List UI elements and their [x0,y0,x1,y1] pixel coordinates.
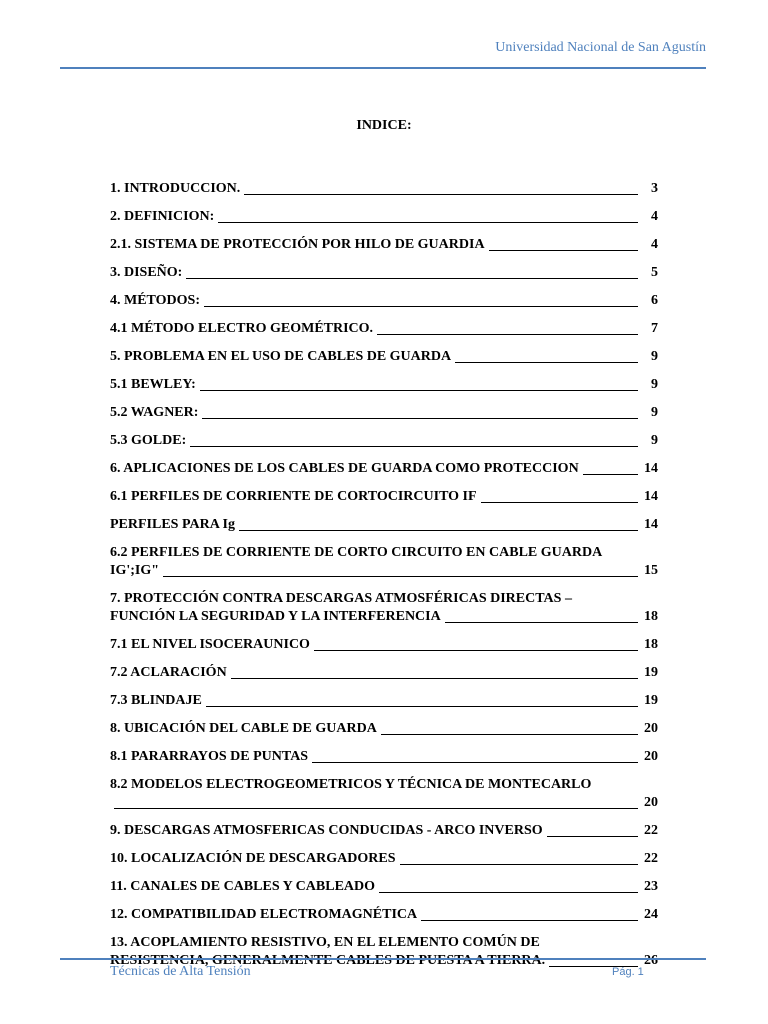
toc-entry-label: 11. CANALES DE CABLES Y CABLEADO [110,879,376,894]
toc-leader-line [163,576,638,577]
toc-page-number: 19 [644,665,658,680]
toc-entry-label: 13. ACOPLAMIENTO RESISTIVO, EN EL ELEMENTO COMÚN DE [110,935,540,950]
toc-leader-line [445,622,638,623]
toc-entry[interactable] [110,348,658,366]
toc-entry-label: 5. PROBLEMA EN EL USO DE CABLES DE GUARDA [110,349,452,364]
toc-entry[interactable] [110,664,658,682]
toc-entry[interactable] [110,822,658,840]
toc-page-number: 9 [651,405,658,420]
toc-page-number: 3 [651,181,658,196]
toc-page-number: 20 [644,721,658,736]
toc-entry-label: 2. DEFINICION: [110,209,215,224]
toc-leader-line [190,446,638,447]
toc-entry[interactable] [110,460,658,478]
toc-page-number: 20 [644,749,658,764]
toc-entry-label: 2.1. SISTEMA DE PROTECCIÓN POR HILO DE GUARDIA [110,237,485,252]
toc-entry[interactable] [110,516,658,534]
toc-entry-label: 7.1 EL NIVEL ISOCERAUNICO [110,637,310,652]
toc-leader-line [231,678,638,679]
toc-page-number: 15 [644,563,658,578]
toc-entry[interactable] [110,180,658,198]
toc-leader-line [381,734,638,735]
toc-entry-label: 7. PROTECCIÓN CONTRA DESCARGAS ATMOSFÉRICAS DIRECTAS – [110,591,572,606]
toc-entry-label: 1. INTRODUCCION. [110,181,241,196]
toc-entry[interactable] [110,776,658,812]
toc-entry[interactable] [110,488,658,506]
toc-entry-label: 12. COMPATIBILIDAD ELECTROMAGNÉTICA [110,907,418,922]
table-of-contents [110,180,658,980]
toc-entry[interactable] [110,878,658,896]
toc-entry[interactable] [110,720,658,738]
toc-leader-line [244,194,638,195]
toc-page-number: 5 [651,265,658,280]
toc-leader-line [114,808,638,809]
toc-entry[interactable] [110,432,658,450]
toc-entry[interactable] [110,264,658,282]
toc-entry-label: 3. DISEÑO: [110,265,183,280]
toc-entry-label-continued: IG';IG" [110,563,159,578]
toc-page-number: 9 [651,377,658,392]
header-university: Universidad Nacional de San Agustín [495,40,706,55]
toc-leader-line [377,334,638,335]
toc-page-number: 18 [644,609,658,624]
footer-rule [60,958,706,960]
toc-entry-label: 8.2 MODELOS ELECTROGEOMETRICOS Y TÉCNICA DE MONTECARLO [110,777,592,792]
toc-entry[interactable] [110,850,658,868]
toc-entry[interactable] [110,590,658,626]
toc-page-number: 14 [644,517,658,532]
toc-leader-line [200,390,638,391]
toc-page-number: 23 [644,879,658,894]
toc-entry-label: 10. LOCALIZACIÓN DE DESCARGADORES [110,851,396,866]
toc-page-number: 6 [651,293,658,308]
toc-page-number: 14 [644,489,658,504]
toc-leader-line [455,362,638,363]
footer-page-number: Pág. 1 [612,966,644,978]
toc-leader-line [312,762,638,763]
toc-entry[interactable] [110,636,658,654]
toc-entry-label: 4.1 MÉTODO ELECTRO GEOMÉTRICO. [110,321,374,336]
toc-entry-label: 9. DESCARGAS ATMOSFERICAS CONDUCIDAS - ARCO INVERSO [110,823,543,838]
toc-page-number: 20 [644,795,658,810]
toc-entry[interactable] [110,692,658,710]
toc-page-number: 9 [651,433,658,448]
toc-page-number: 18 [644,637,658,652]
toc-entry[interactable] [110,906,658,924]
toc-leader-line [218,222,638,223]
toc-entry-label: 5.3 GOLDE: [110,433,187,448]
toc-entry-label: 8. UBICACIÓN DEL CABLE DE GUARDA [110,721,377,736]
toc-leader-line [314,650,638,651]
footer-course: Técnicas de Alta Tensión [110,964,251,979]
toc-leader-line [379,892,638,893]
toc-entry-label: PERFILES PARA Ig [110,517,235,532]
toc-entry-label: 6.1 PERFILES DE CORRIENTE DE CORTOCIRCUITO IF [110,489,477,504]
toc-entry-label-continued: RESISTENCIA, GENERALMENTE CABLES DE PUESTA A TIERRA. [110,953,546,968]
toc-page-number: 7 [651,321,658,336]
toc-leader-line [583,474,638,475]
toc-page-number: 22 [644,851,658,866]
toc-leader-line [202,418,638,419]
toc-entry[interactable] [110,208,658,226]
page-title: INDICE: [356,118,412,133]
toc-leader-line [421,920,638,921]
toc-page-number: 22 [644,823,658,838]
toc-page-number: 26 [644,953,658,968]
toc-entry-label: 4. MÉTODOS: [110,293,200,308]
toc-entry[interactable] [110,236,658,254]
toc-entry-label: 6.2 PERFILES DE CORRIENTE DE CORTO CIRCUITO EN CABLE GUARDA [110,545,603,560]
toc-entry[interactable] [110,376,658,394]
toc-leader-line [186,278,638,279]
toc-entry-label: 7.2 ACLARACIÓN [110,665,227,680]
toc-entry-label: 6. APLICACIONES DE LOS CABLES DE GUARDA COMO PROTECCION [110,461,579,476]
toc-entry-label: 5.2 WAGNER: [110,405,199,420]
toc-page-number: 24 [644,907,658,922]
toc-leader-line [481,502,638,503]
toc-entry-label-continued: FUNCIÓN LA SEGURIDAD Y LA INTERFERENCIA [110,609,441,624]
toc-entry[interactable] [110,544,658,580]
toc-page-number: 4 [651,209,658,224]
toc-leader-line [400,864,639,865]
toc-page-number: 14 [644,461,658,476]
toc-leader-line [204,306,638,307]
toc-leader-line [547,836,638,837]
toc-leader-line [206,706,638,707]
toc-entry[interactable] [110,320,658,338]
toc-entry[interactable] [110,748,658,766]
toc-entry-label: 7.3 BLINDAJE [110,693,202,708]
header-rule [60,67,706,69]
toc-page-number: 4 [651,237,658,252]
toc-page-number: 9 [651,349,658,364]
toc-leader-line [239,530,638,531]
toc-page-number: 19 [644,693,658,708]
toc-entry-label: 5.1 BEWLEY: [110,377,196,392]
toc-leader-line [489,250,638,251]
toc-entry[interactable] [110,404,658,422]
toc-entry[interactable] [110,292,658,310]
toc-entry-label: 8.1 PARARRAYOS DE PUNTAS [110,749,309,764]
